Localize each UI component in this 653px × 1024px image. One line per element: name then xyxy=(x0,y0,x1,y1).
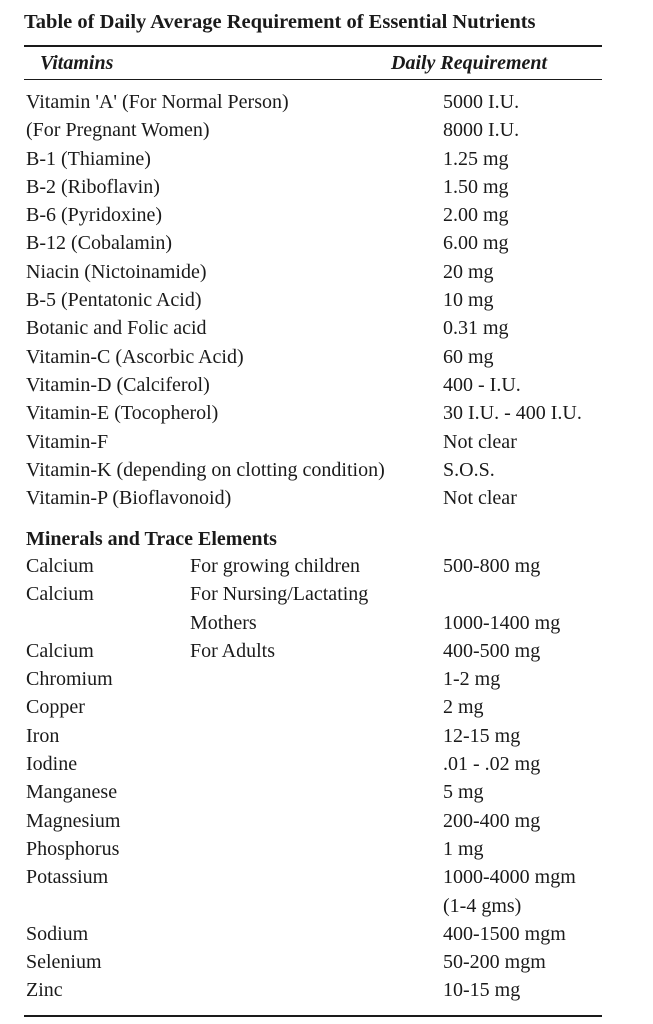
daily-requirement-value: 6.00 mg xyxy=(443,232,509,255)
header-rule xyxy=(24,79,602,80)
daily-requirement-value: 5000 I.U. xyxy=(443,91,520,113)
daily-requirement-value: 10-15 mg xyxy=(443,979,521,1002)
table-row xyxy=(26,116,626,144)
table-row xyxy=(26,750,626,778)
daily-requirement-value: 10 mg xyxy=(443,289,494,312)
table-row xyxy=(26,665,626,693)
table-row xyxy=(26,314,626,342)
table-row xyxy=(26,722,626,750)
nutrient-name: Vitamin-F xyxy=(26,430,109,453)
table-row xyxy=(26,343,626,371)
nutrient-name: Sodium xyxy=(26,922,89,945)
nutrient-qualifier: Mothers xyxy=(190,611,257,634)
table-row xyxy=(26,201,626,229)
top-rule xyxy=(24,45,602,47)
table-row xyxy=(26,580,626,608)
nutrient-name: Chromium xyxy=(26,668,113,691)
nutrient-name: (For Pregnant Women) xyxy=(26,119,210,142)
nutrient-name: Potassium xyxy=(26,866,109,889)
nutrient-name: B-12 (Cobalamin) xyxy=(26,232,173,255)
nutrient-name: Vitamin 'A' (For Normal Person) xyxy=(26,91,289,113)
table-row xyxy=(26,892,626,920)
table-row xyxy=(26,976,626,1004)
nutrient-name: Calcium xyxy=(26,555,94,577)
daily-requirement-value: 400-500 mg xyxy=(443,639,541,662)
table-row xyxy=(26,609,626,637)
daily-requirement-value: 5 mg xyxy=(443,781,484,804)
nutrient-name: Selenium xyxy=(26,951,102,974)
table-row xyxy=(26,835,626,863)
nutrient-name: B-1 (Thiamine) xyxy=(26,147,151,170)
daily-requirement-value: 1.50 mg xyxy=(443,175,509,198)
daily-requirement-value: 20 mg xyxy=(443,260,494,283)
nutrient-name: Botanic and Folic acid xyxy=(26,317,207,340)
nutrient-name: Iron xyxy=(26,724,60,747)
nutrient-name: Vitamin-P (Bioflavonoid) xyxy=(26,487,232,510)
header-vitamins: Vitamins xyxy=(40,52,114,74)
daily-requirement-value: 50-200 mgm xyxy=(443,951,546,974)
nutrient-qualifier: For growing children xyxy=(190,555,360,577)
daily-requirement-value: 8000 I.U. xyxy=(443,119,520,142)
nutrient-name: Niacin (Nictoinamide) xyxy=(26,260,207,283)
daily-requirement-value: 1.25 mg xyxy=(443,147,509,170)
table-row xyxy=(26,948,626,976)
daily-requirement-value: 2 mg xyxy=(443,696,484,719)
minerals-list xyxy=(26,552,626,1005)
nutrient-name: Vitamin-D (Calciferol) xyxy=(26,373,210,396)
nutrient-qualifier: For Adults xyxy=(190,639,276,662)
nutrient-name: Calcium xyxy=(26,583,94,606)
daily-requirement-value: 30 I.U. - 400 I.U. xyxy=(443,402,582,425)
nutrient-name: Iodine xyxy=(26,753,78,776)
table-row xyxy=(26,371,626,399)
table-row xyxy=(26,484,626,512)
nutrient-name: Phosphorus xyxy=(26,837,120,860)
nutrient-name: Vitamin-K (depending on clotting condition) xyxy=(26,458,385,481)
table-row xyxy=(26,778,626,806)
nutrient-name: B-5 (Pentatonic Acid) xyxy=(26,289,202,312)
daily-requirement-value: 2.00 mg xyxy=(443,204,509,227)
table-row xyxy=(26,399,626,427)
daily-requirement-value: 200-400 mg xyxy=(443,809,541,832)
vitamins-list xyxy=(26,88,626,512)
daily-requirement-value: .01 - .02 mg xyxy=(443,753,541,776)
nutrient-name: B-6 (Pyridoxine) xyxy=(26,204,163,227)
table-row xyxy=(26,807,626,835)
daily-requirement-value: Not clear xyxy=(443,430,517,453)
table-row xyxy=(26,920,626,948)
table-row xyxy=(26,88,626,116)
nutrient-name: Copper xyxy=(26,696,85,719)
daily-requirement-value: 60 mg xyxy=(443,345,494,368)
daily-requirement-value: 1000-4000 mgm xyxy=(443,866,576,889)
table-row xyxy=(26,229,626,257)
table-row xyxy=(26,286,626,314)
daily-requirement-value: 1-2 mg xyxy=(443,668,501,691)
table-row xyxy=(26,637,626,665)
daily-requirement-value: Not clear xyxy=(443,487,517,510)
table-title: Table of Daily Average Requirement of Essential Nutrients xyxy=(24,11,536,33)
table-row xyxy=(26,693,626,721)
daily-requirement-value: 1000-1400 mg xyxy=(443,611,561,634)
table-row xyxy=(26,258,626,286)
table-row xyxy=(26,456,626,484)
daily-requirement-value: S.O.S. xyxy=(443,458,495,481)
header-daily-requirement: Daily Requirement xyxy=(391,52,548,74)
nutrient-name: Zinc xyxy=(26,979,63,1002)
minerals-heading: Minerals and Trace Elements xyxy=(26,528,277,550)
daily-requirement-value: 0.31 mg xyxy=(443,317,509,340)
table-row xyxy=(26,863,626,891)
nutrient-qualifier: For Nursing/Lactating xyxy=(190,583,369,606)
table-row xyxy=(26,428,626,456)
daily-requirement-value: (1-4 gms) xyxy=(443,894,522,917)
nutrient-name: Magnesium xyxy=(26,809,121,832)
table-row xyxy=(26,552,626,580)
daily-requirement-value: 400 - I.U. xyxy=(443,373,521,396)
nutrient-name: Manganese xyxy=(26,781,118,804)
table-row xyxy=(26,173,626,201)
nutrient-name: Vitamin-C (Ascorbic Acid) xyxy=(26,345,244,368)
daily-requirement-value: 500-800 mg xyxy=(443,555,541,577)
nutrient-name: Calcium xyxy=(26,639,94,662)
bottom-rule xyxy=(24,1015,602,1017)
daily-requirement-value: 1 mg xyxy=(443,837,484,860)
table-row xyxy=(26,145,626,173)
daily-requirement-value: 12-15 mg xyxy=(443,724,521,747)
daily-requirement-value: 400-1500 mgm xyxy=(443,922,566,945)
nutrient-name: B-2 (Riboflavin) xyxy=(26,175,160,198)
nutrient-name: Vitamin-E (Tocopherol) xyxy=(26,402,219,425)
